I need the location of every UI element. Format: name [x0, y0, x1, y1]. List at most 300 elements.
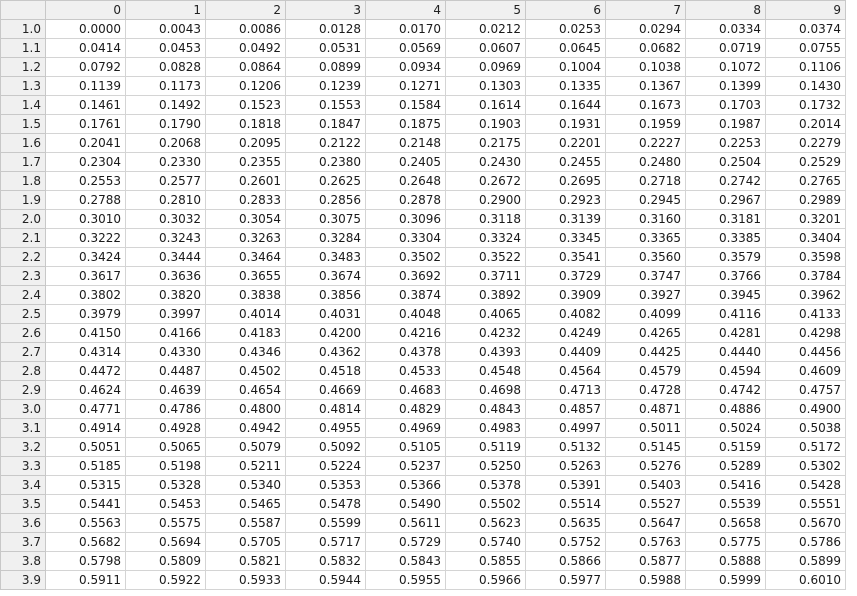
- table-cell[interactable]: 0.1139: [46, 77, 126, 96]
- table-cell[interactable]: 0.0492: [206, 39, 286, 58]
- row-header[interactable]: 3.4: [1, 476, 46, 495]
- table-cell[interactable]: 0.3909: [526, 286, 606, 305]
- table-cell[interactable]: 0.3243: [126, 229, 206, 248]
- table-cell[interactable]: 0.4609: [766, 362, 846, 381]
- table-cell[interactable]: 0.4800: [206, 400, 286, 419]
- table-cell[interactable]: 0.3284: [286, 229, 366, 248]
- table-cell[interactable]: 0.1461: [46, 96, 126, 115]
- table-cell[interactable]: 0.2833: [206, 191, 286, 210]
- table-cell[interactable]: 0.4200: [286, 324, 366, 343]
- table-cell[interactable]: 0.3502: [366, 248, 446, 267]
- table-cell[interactable]: 0.5717: [286, 533, 366, 552]
- table-cell[interactable]: 0.2900: [446, 191, 526, 210]
- table-cell[interactable]: 0.4330: [126, 343, 206, 362]
- table-cell[interactable]: 0.0645: [526, 39, 606, 58]
- table-cell[interactable]: 0.4116: [686, 305, 766, 324]
- table-cell[interactable]: 0.3784: [766, 267, 846, 286]
- table-cell[interactable]: 0.4440: [686, 343, 766, 362]
- table-cell[interactable]: 0.2201: [526, 134, 606, 153]
- row-header[interactable]: 1.2: [1, 58, 46, 77]
- table-cell[interactable]: 0.2253: [686, 134, 766, 153]
- table-cell[interactable]: 0.5563: [46, 514, 126, 533]
- table-cell[interactable]: 0.3345: [526, 229, 606, 248]
- table-cell[interactable]: 0.1335: [526, 77, 606, 96]
- table-cell[interactable]: 0.3522: [446, 248, 526, 267]
- table-cell[interactable]: 0.5403: [606, 476, 686, 495]
- table-cell[interactable]: 0.1818: [206, 115, 286, 134]
- table-cell[interactable]: 0.3464: [206, 248, 286, 267]
- table-cell[interactable]: 0.5752: [526, 533, 606, 552]
- table-cell[interactable]: 0.5775: [686, 533, 766, 552]
- table-cell[interactable]: 0.5416: [686, 476, 766, 495]
- table-cell[interactable]: 0.4728: [606, 381, 686, 400]
- table-cell[interactable]: 0.5922: [126, 571, 206, 590]
- table-cell[interactable]: 0.2480: [606, 153, 686, 172]
- table-cell[interactable]: 0.3201: [766, 210, 846, 229]
- table-cell[interactable]: 0.5051: [46, 438, 126, 457]
- table-cell[interactable]: 0.4624: [46, 381, 126, 400]
- row-header[interactable]: 1.6: [1, 134, 46, 153]
- table-cell[interactable]: 0.5877: [606, 552, 686, 571]
- table-cell[interactable]: 0.5328: [126, 476, 206, 495]
- table-cell[interactable]: 0.4232: [446, 324, 526, 343]
- table-cell[interactable]: 0.1072: [686, 58, 766, 77]
- table-cell[interactable]: 0.2405: [366, 153, 446, 172]
- table-cell[interactable]: 0.5763: [606, 533, 686, 552]
- table-cell[interactable]: 0.2601: [206, 172, 286, 191]
- table-cell[interactable]: 0.1959: [606, 115, 686, 134]
- table-cell[interactable]: 0.3692: [366, 267, 446, 286]
- row-header[interactable]: 1.7: [1, 153, 46, 172]
- table-cell[interactable]: 0.1523: [206, 96, 286, 115]
- table-cell[interactable]: 0.4166: [126, 324, 206, 343]
- table-cell[interactable]: 0.4314: [46, 343, 126, 362]
- table-cell[interactable]: 0.5185: [46, 457, 126, 476]
- table-cell[interactable]: 0.4786: [126, 400, 206, 419]
- table-cell[interactable]: 0.0212: [446, 20, 526, 39]
- table-cell[interactable]: 0.3160: [606, 210, 686, 229]
- table-cell[interactable]: 0.4281: [686, 324, 766, 343]
- table-cell[interactable]: 0.4713: [526, 381, 606, 400]
- table-cell[interactable]: 0.5933: [206, 571, 286, 590]
- table-cell[interactable]: 0.4698: [446, 381, 526, 400]
- column-header[interactable]: 6: [526, 1, 606, 20]
- corner-cell[interactable]: [1, 1, 46, 20]
- table-cell[interactable]: 0.4393: [446, 343, 526, 362]
- table-cell[interactable]: 0.3444: [126, 248, 206, 267]
- table-cell[interactable]: 0.1847: [286, 115, 366, 134]
- table-cell[interactable]: 0.1790: [126, 115, 206, 134]
- table-cell[interactable]: 0.4683: [366, 381, 446, 400]
- table-cell[interactable]: 0.3598: [766, 248, 846, 267]
- table-cell[interactable]: 0.3579: [686, 248, 766, 267]
- table-cell[interactable]: 0.2810: [126, 191, 206, 210]
- row-header[interactable]: 3.2: [1, 438, 46, 457]
- table-cell[interactable]: 0.3118: [446, 210, 526, 229]
- table-cell[interactable]: 0.0294: [606, 20, 686, 39]
- table-cell[interactable]: 0.3263: [206, 229, 286, 248]
- table-cell[interactable]: 0.5237: [366, 457, 446, 476]
- table-cell[interactable]: 0.1106: [766, 58, 846, 77]
- table-cell[interactable]: 0.5465: [206, 495, 286, 514]
- table-cell[interactable]: 0.0682: [606, 39, 686, 58]
- table-cell[interactable]: 0.5855: [446, 552, 526, 571]
- table-cell[interactable]: 0.4099: [606, 305, 686, 324]
- table-cell[interactable]: 0.4871: [606, 400, 686, 419]
- table-cell[interactable]: 0.3997: [126, 305, 206, 324]
- table-cell[interactable]: 0.1644: [526, 96, 606, 115]
- table-cell[interactable]: 0.4014: [206, 305, 286, 324]
- row-header[interactable]: 1.0: [1, 20, 46, 39]
- table-cell[interactable]: 0.0531: [286, 39, 366, 58]
- table-cell[interactable]: 0.3838: [206, 286, 286, 305]
- table-cell[interactable]: 0.5490: [366, 495, 446, 514]
- table-cell[interactable]: 0.1206: [206, 77, 286, 96]
- table-cell[interactable]: 0.5478: [286, 495, 366, 514]
- table-cell[interactable]: 0.0000: [46, 20, 126, 39]
- table-cell[interactable]: 0.4857: [526, 400, 606, 419]
- row-header[interactable]: 3.1: [1, 419, 46, 438]
- table-cell[interactable]: 0.2672: [446, 172, 526, 191]
- table-cell[interactable]: 0.5682: [46, 533, 126, 552]
- table-cell[interactable]: 0.1239: [286, 77, 366, 96]
- table-cell[interactable]: 0.2577: [126, 172, 206, 191]
- table-cell[interactable]: 0.2945: [606, 191, 686, 210]
- table-cell[interactable]: 0.3541: [526, 248, 606, 267]
- table-cell[interactable]: 0.3075: [286, 210, 366, 229]
- table-cell[interactable]: 0.4456: [766, 343, 846, 362]
- table-cell[interactable]: 0.4048: [366, 305, 446, 324]
- table-cell[interactable]: 0.4969: [366, 419, 446, 438]
- table-cell[interactable]: 0.5798: [46, 552, 126, 571]
- table-cell[interactable]: 0.3729: [526, 267, 606, 286]
- table-cell[interactable]: 0.5453: [126, 495, 206, 514]
- table-cell[interactable]: 0.2923: [526, 191, 606, 210]
- row-header[interactable]: 2.7: [1, 343, 46, 362]
- row-header[interactable]: 2.6: [1, 324, 46, 343]
- table-cell[interactable]: 0.3856: [286, 286, 366, 305]
- column-header[interactable]: 5: [446, 1, 526, 20]
- table-cell[interactable]: 0.5315: [46, 476, 126, 495]
- table-cell[interactable]: 0.1038: [606, 58, 686, 77]
- table-cell[interactable]: 0.5378: [446, 476, 526, 495]
- table-cell[interactable]: 0.5119: [446, 438, 526, 457]
- table-cell[interactable]: 0.4249: [526, 324, 606, 343]
- row-header[interactable]: 2.5: [1, 305, 46, 324]
- table-cell[interactable]: 0.4265: [606, 324, 686, 343]
- table-cell[interactable]: 0.1761: [46, 115, 126, 134]
- column-header[interactable]: 2: [206, 1, 286, 20]
- table-cell[interactable]: 0.0828: [126, 58, 206, 77]
- table-cell[interactable]: 0.5658: [686, 514, 766, 533]
- row-header[interactable]: 2.0: [1, 210, 46, 229]
- table-cell[interactable]: 0.0899: [286, 58, 366, 77]
- row-header[interactable]: 1.9: [1, 191, 46, 210]
- table-cell[interactable]: 0.1271: [366, 77, 446, 96]
- table-cell[interactable]: 0.5623: [446, 514, 526, 533]
- table-cell[interactable]: 0.5551: [766, 495, 846, 514]
- table-cell[interactable]: 0.1931: [526, 115, 606, 134]
- row-header[interactable]: 3.0: [1, 400, 46, 419]
- table-cell[interactable]: 0.4829: [366, 400, 446, 419]
- table-cell[interactable]: 0.1875: [366, 115, 446, 134]
- table-cell[interactable]: 0.3617: [46, 267, 126, 286]
- table-cell[interactable]: 0.2279: [766, 134, 846, 153]
- table-cell[interactable]: 0.1703: [686, 96, 766, 115]
- table-cell[interactable]: 0.2014: [766, 115, 846, 134]
- table-cell[interactable]: 0.2095: [206, 134, 286, 153]
- table-cell[interactable]: 0.3032: [126, 210, 206, 229]
- table-cell[interactable]: 0.3636: [126, 267, 206, 286]
- table-cell[interactable]: 0.3222: [46, 229, 126, 248]
- table-cell[interactable]: 0.0755: [766, 39, 846, 58]
- table-cell[interactable]: 0.5647: [606, 514, 686, 533]
- table-cell[interactable]: 0.5250: [446, 457, 526, 476]
- column-header[interactable]: 7: [606, 1, 686, 20]
- table-cell[interactable]: 0.5366: [366, 476, 446, 495]
- table-cell[interactable]: 0.5866: [526, 552, 606, 571]
- table-cell[interactable]: 0.5198: [126, 457, 206, 476]
- table-cell[interactable]: 0.4548: [446, 362, 526, 381]
- row-header[interactable]: 2.8: [1, 362, 46, 381]
- table-cell[interactable]: 0.0253: [526, 20, 606, 39]
- table-cell[interactable]: 0.4564: [526, 362, 606, 381]
- table-cell[interactable]: 0.3711: [446, 267, 526, 286]
- table-cell[interactable]: 0.4487: [126, 362, 206, 381]
- row-header[interactable]: 1.5: [1, 115, 46, 134]
- table-cell[interactable]: 0.4843: [446, 400, 526, 419]
- table-cell[interactable]: 0.0334: [686, 20, 766, 39]
- table-cell[interactable]: 0.4814: [286, 400, 366, 419]
- table-cell[interactable]: 0.2455: [526, 153, 606, 172]
- table-cell[interactable]: 0.5038: [766, 419, 846, 438]
- table-cell[interactable]: 0.4900: [766, 400, 846, 419]
- table-cell[interactable]: 0.4914: [46, 419, 126, 438]
- table-cell[interactable]: 0.4983: [446, 419, 526, 438]
- table-cell[interactable]: 0.5705: [206, 533, 286, 552]
- table-cell[interactable]: 0.6010: [766, 571, 846, 590]
- table-cell[interactable]: 0.5966: [446, 571, 526, 590]
- table-cell[interactable]: 0.0374: [766, 20, 846, 39]
- row-header[interactable]: 2.9: [1, 381, 46, 400]
- table-cell[interactable]: 0.1903: [446, 115, 526, 134]
- table-cell[interactable]: 0.2380: [286, 153, 366, 172]
- table-cell[interactable]: 0.3927: [606, 286, 686, 305]
- table-cell[interactable]: 0.0086: [206, 20, 286, 39]
- table-cell[interactable]: 0.5065: [126, 438, 206, 457]
- table-cell[interactable]: 0.4742: [686, 381, 766, 400]
- table-cell[interactable]: 0.4955: [286, 419, 366, 438]
- table-cell[interactable]: 0.3945: [686, 286, 766, 305]
- table-cell[interactable]: 0.0453: [126, 39, 206, 58]
- table-cell[interactable]: 0.3655: [206, 267, 286, 286]
- row-header[interactable]: 3.8: [1, 552, 46, 571]
- table-cell[interactable]: 0.2788: [46, 191, 126, 210]
- table-cell[interactable]: 0.2304: [46, 153, 126, 172]
- row-header[interactable]: 3.5: [1, 495, 46, 514]
- table-cell[interactable]: 0.4639: [126, 381, 206, 400]
- table-cell[interactable]: 0.4594: [686, 362, 766, 381]
- table-cell[interactable]: 0.4082: [526, 305, 606, 324]
- row-header[interactable]: 2.3: [1, 267, 46, 286]
- table-cell[interactable]: 0.5888: [686, 552, 766, 571]
- table-cell[interactable]: 0.3560: [606, 248, 686, 267]
- table-cell[interactable]: 0.2989: [766, 191, 846, 210]
- table-cell[interactable]: 0.5276: [606, 457, 686, 476]
- table-cell[interactable]: 0.5944: [286, 571, 366, 590]
- table-cell[interactable]: 0.3962: [766, 286, 846, 305]
- table-cell[interactable]: 0.2227: [606, 134, 686, 153]
- table-cell[interactable]: 0.5729: [366, 533, 446, 552]
- table-cell[interactable]: 0.3674: [286, 267, 366, 286]
- table-cell[interactable]: 0.3874: [366, 286, 446, 305]
- table-cell[interactable]: 0.1987: [686, 115, 766, 134]
- table-cell[interactable]: 0.2068: [126, 134, 206, 153]
- table-cell[interactable]: 0.1173: [126, 77, 206, 96]
- table-cell[interactable]: 0.5172: [766, 438, 846, 457]
- row-header[interactable]: 1.3: [1, 77, 46, 96]
- table-cell[interactable]: 0.3365: [606, 229, 686, 248]
- table-cell[interactable]: 0.3010: [46, 210, 126, 229]
- table-cell[interactable]: 0.5132: [526, 438, 606, 457]
- table-cell[interactable]: 0.4065: [446, 305, 526, 324]
- table-cell[interactable]: 0.5599: [286, 514, 366, 533]
- table-cell[interactable]: 0.3820: [126, 286, 206, 305]
- table-cell[interactable]: 0.5289: [686, 457, 766, 476]
- table-cell[interactable]: 0.4409: [526, 343, 606, 362]
- table-cell[interactable]: 0.4518: [286, 362, 366, 381]
- table-cell[interactable]: 0.4654: [206, 381, 286, 400]
- table-cell[interactable]: 0.5302: [766, 457, 846, 476]
- table-cell[interactable]: 0.2695: [526, 172, 606, 191]
- table-cell[interactable]: 0.5740: [446, 533, 526, 552]
- table-cell[interactable]: 0.5809: [126, 552, 206, 571]
- table-cell[interactable]: 0.4183: [206, 324, 286, 343]
- table-cell[interactable]: 0.5988: [606, 571, 686, 590]
- column-header[interactable]: 0: [46, 1, 126, 20]
- column-header[interactable]: 9: [766, 1, 846, 20]
- column-header[interactable]: 1: [126, 1, 206, 20]
- table-cell[interactable]: 0.0969: [446, 58, 526, 77]
- table-cell[interactable]: 0.5514: [526, 495, 606, 514]
- table-cell[interactable]: 0.4031: [286, 305, 366, 324]
- row-header[interactable]: 3.6: [1, 514, 46, 533]
- table-cell[interactable]: 0.2856: [286, 191, 366, 210]
- table-cell[interactable]: 0.5911: [46, 571, 126, 590]
- table-cell[interactable]: 0.3324: [446, 229, 526, 248]
- table-cell[interactable]: 0.5263: [526, 457, 606, 476]
- table-cell[interactable]: 0.5977: [526, 571, 606, 590]
- table-cell[interactable]: 0.1430: [766, 77, 846, 96]
- table-cell[interactable]: 0.2718: [606, 172, 686, 191]
- table-cell[interactable]: 0.2330: [126, 153, 206, 172]
- table-cell[interactable]: 0.1399: [686, 77, 766, 96]
- table-cell[interactable]: 0.0719: [686, 39, 766, 58]
- table-cell[interactable]: 0.1492: [126, 96, 206, 115]
- table-cell[interactable]: 0.1553: [286, 96, 366, 115]
- column-header[interactable]: 4: [366, 1, 446, 20]
- table-cell[interactable]: 0.2355: [206, 153, 286, 172]
- table-cell[interactable]: 0.2529: [766, 153, 846, 172]
- table-cell[interactable]: 0.5145: [606, 438, 686, 457]
- table-cell[interactable]: 0.3139: [526, 210, 606, 229]
- table-cell[interactable]: 0.0128: [286, 20, 366, 39]
- table-cell[interactable]: 0.5391: [526, 476, 606, 495]
- table-cell[interactable]: 0.0569: [366, 39, 446, 58]
- table-cell[interactable]: 0.3892: [446, 286, 526, 305]
- table-cell[interactable]: 0.0043: [126, 20, 206, 39]
- table-cell[interactable]: 0.5587: [206, 514, 286, 533]
- table-cell[interactable]: 0.3802: [46, 286, 126, 305]
- table-cell[interactable]: 0.5105: [366, 438, 446, 457]
- table-cell[interactable]: 0.3483: [286, 248, 366, 267]
- table-cell[interactable]: 0.1004: [526, 58, 606, 77]
- row-header[interactable]: 3.7: [1, 533, 46, 552]
- table-cell[interactable]: 0.4150: [46, 324, 126, 343]
- table-cell[interactable]: 0.4378: [366, 343, 446, 362]
- table-cell[interactable]: 0.5832: [286, 552, 366, 571]
- row-header[interactable]: 3.3: [1, 457, 46, 476]
- table-cell[interactable]: 0.0792: [46, 58, 126, 77]
- row-header[interactable]: 3.9: [1, 571, 46, 590]
- table-cell[interactable]: 0.5092: [286, 438, 366, 457]
- table-cell[interactable]: 0.2175: [446, 134, 526, 153]
- table-cell[interactable]: 0.5670: [766, 514, 846, 533]
- table-cell[interactable]: 0.5011: [606, 419, 686, 438]
- table-cell[interactable]: 0.1614: [446, 96, 526, 115]
- table-cell[interactable]: 0.0934: [366, 58, 446, 77]
- table-cell[interactable]: 0.3747: [606, 267, 686, 286]
- table-cell[interactable]: 0.2765: [766, 172, 846, 191]
- column-header[interactable]: 3: [286, 1, 366, 20]
- table-cell[interactable]: 0.3766: [686, 267, 766, 286]
- table-cell[interactable]: 0.2648: [366, 172, 446, 191]
- table-cell[interactable]: 0.5694: [126, 533, 206, 552]
- table-cell[interactable]: 0.1673: [606, 96, 686, 115]
- table-cell[interactable]: 0.5786: [766, 533, 846, 552]
- table-cell[interactable]: 0.5527: [606, 495, 686, 514]
- table-cell[interactable]: 0.5079: [206, 438, 286, 457]
- table-cell[interactable]: 0.3096: [366, 210, 446, 229]
- table-cell[interactable]: 0.2742: [686, 172, 766, 191]
- table-cell[interactable]: 0.4133: [766, 305, 846, 324]
- table-cell[interactable]: 0.3404: [766, 229, 846, 248]
- table-cell[interactable]: 0.2967: [686, 191, 766, 210]
- table-cell[interactable]: 0.4669: [286, 381, 366, 400]
- table-cell[interactable]: 0.2553: [46, 172, 126, 191]
- table-cell[interactable]: 0.4425: [606, 343, 686, 362]
- table-cell[interactable]: 0.5821: [206, 552, 286, 571]
- table-cell[interactable]: 0.3304: [366, 229, 446, 248]
- table-cell[interactable]: 0.5224: [286, 457, 366, 476]
- table-cell[interactable]: 0.0414: [46, 39, 126, 58]
- table-cell[interactable]: 0.4533: [366, 362, 446, 381]
- table-cell[interactable]: 0.5353: [286, 476, 366, 495]
- table-cell[interactable]: 0.2504: [686, 153, 766, 172]
- table-cell[interactable]: 0.4942: [206, 419, 286, 438]
- table-cell[interactable]: 0.1303: [446, 77, 526, 96]
- table-cell[interactable]: 0.1367: [606, 77, 686, 96]
- table-cell[interactable]: 0.4472: [46, 362, 126, 381]
- table-cell[interactable]: 0.4502: [206, 362, 286, 381]
- row-header[interactable]: 1.4: [1, 96, 46, 115]
- table-cell[interactable]: 0.4298: [766, 324, 846, 343]
- table-cell[interactable]: 0.5611: [366, 514, 446, 533]
- table-cell[interactable]: 0.3054: [206, 210, 286, 229]
- table-cell[interactable]: 0.3181: [686, 210, 766, 229]
- table-cell[interactable]: 0.5024: [686, 419, 766, 438]
- table-cell[interactable]: 0.3424: [46, 248, 126, 267]
